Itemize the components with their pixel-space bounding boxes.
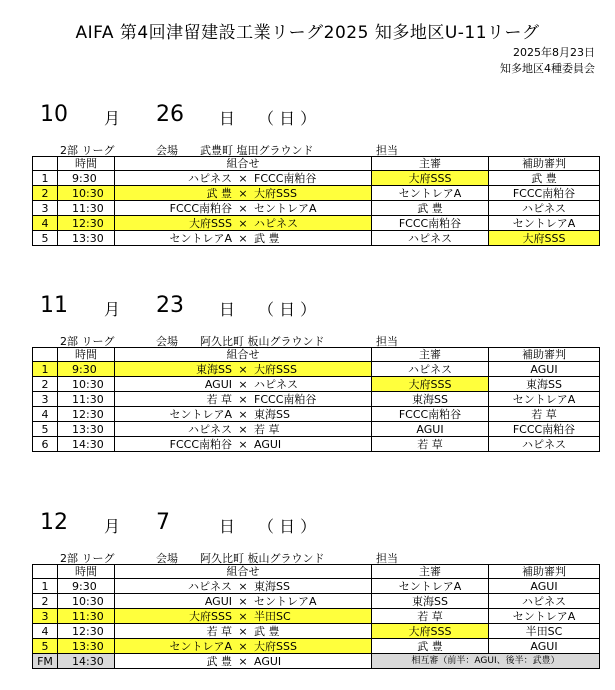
assistant-team: AGUI [489,639,600,654]
away-team: セントレアA [254,201,317,215]
match-time: 10:30 [58,594,115,609]
header-assistant: 補助審判 [489,348,600,362]
home-team: 大府SSS [189,216,232,230]
day-unit: 日 [219,109,236,128]
match-number: 2 [33,377,58,392]
header-time: 時間 [58,565,115,579]
referee-team: 大府SSS [372,377,489,392]
away-team: 半田SC [254,609,291,623]
match-number: 1 [33,171,58,186]
assistant-team: 武 豊 [489,171,600,186]
versus-mark: × [238,171,248,185]
header-time: 時間 [58,157,115,171]
header-number [33,157,58,171]
table-row [33,377,600,392]
document-title: AIFA 第4回津留建設工業リーグ2025 知多地区U-11リーグ [75,23,540,43]
match-time: 12:30 [58,624,115,639]
match-number: 4 [33,216,58,231]
match-time: 9:30 [58,362,115,377]
match-pairing [115,231,372,246]
match-pairing [115,437,372,452]
schedule-table [32,156,600,246]
table-row [33,624,600,639]
match-time: 11:30 [58,201,115,216]
match-pairing [115,171,372,186]
referee-team: ハピネス [372,362,489,377]
table-row [33,362,600,377]
away-team: AGUI [254,654,282,668]
match-time: 9:30 [58,579,115,594]
schedule-section [32,510,600,669]
match-time: 11:30 [58,609,115,624]
header-referee: 主審 [372,565,489,579]
weekday: （ 日 ） [258,517,317,536]
assistant-team: 若 草 [489,407,600,422]
versus-mark: × [238,437,248,451]
match-time: 14:30 [58,654,115,669]
day-number: 7 [156,510,170,535]
away-team: FCCC南粕谷 [254,171,317,185]
assistant-team: FCCC南粕谷 [489,186,600,201]
schedule-table [32,564,600,669]
home-team: FCCC南粕谷 [169,437,232,451]
section-date-heading [32,293,600,327]
header-time: 時間 [58,348,115,362]
match-time: 13:30 [58,231,115,246]
section-date-heading [32,102,600,136]
match-time: 10:30 [58,377,115,392]
versus-mark: × [238,362,248,376]
versus-mark: × [238,231,248,245]
table-row [33,437,600,452]
table-row [33,392,600,407]
schedule-section [32,102,600,246]
assistant-team: AGUI [489,579,600,594]
table-row [33,216,600,231]
versus-mark: × [238,609,248,623]
match-number: 5 [33,422,58,437]
referee-team: 若 草 [372,609,489,624]
home-team: 武 豊 [206,186,232,200]
match-pairing [115,407,372,422]
home-team: セントレアA [169,231,232,245]
assistant-team: AGUI [489,362,600,377]
home-team: 東海SS [196,362,232,376]
match-time: 13:30 [58,422,115,437]
home-team: ハピネス [188,579,232,593]
versus-mark: × [238,654,248,668]
referee-team: FCCC南粕谷 [372,407,489,422]
match-pairing [115,392,372,407]
match-pairing [115,594,372,609]
assistant-team: ハピネス [489,201,600,216]
match-pairing [115,377,372,392]
home-team: 若 草 [206,392,232,406]
month-number: 11 [40,293,68,318]
header-assistant: 補助審判 [489,565,600,579]
match-time: 12:30 [58,407,115,422]
match-number: 1 [33,362,58,377]
day-number: 23 [156,293,184,318]
month-unit: 月 [104,109,121,128]
match-number: 2 [33,594,58,609]
staff-label: 担当 [376,552,398,565]
section-date-heading [32,510,600,544]
match-time: 12:30 [58,216,115,231]
away-team: FCCC南粕谷 [254,392,317,406]
assistant-team: 東海SS [489,377,600,392]
table-header-row [33,157,600,171]
match-number: 5 [33,231,58,246]
match-pairing [115,186,372,201]
away-team: 若 草 [254,422,280,436]
home-team: 大府SSS [189,609,232,623]
venue-label: 会場 [156,335,178,348]
venue-label: 会場 [156,144,178,157]
table-row [33,422,600,437]
weekday: （ 日 ） [258,109,317,128]
venue-name: 武豊町 塩田グラウンド [200,144,314,157]
versus-mark: × [238,216,248,230]
match-pairing [115,362,372,377]
header-assistant: 補助審判 [489,157,600,171]
header-number [33,565,58,579]
staff-label: 担当 [376,144,398,157]
match-number: 5 [33,639,58,654]
away-team: 東海SS [254,579,290,593]
table-header-row [33,565,600,579]
table-row [33,639,600,654]
venue-name: 阿久比町 板山グラウンド [200,335,325,348]
match-number: 4 [33,407,58,422]
home-team: 武 豊 [206,654,232,668]
referee-team: 大府SSS [372,171,489,186]
table-row [33,407,600,422]
referee-team: FCCC南粕谷 [372,216,489,231]
assistant-team: ハピネス [489,594,600,609]
home-team: ハピネス [188,422,232,436]
referee-team: セントレアA [372,579,489,594]
match-number: 1 [33,579,58,594]
match-time: 14:30 [58,437,115,452]
match-number: FM [33,654,58,669]
away-team: AGUI [254,437,282,451]
staff-label: 担当 [376,335,398,348]
away-team: 武 豊 [254,231,280,245]
day-unit: 日 [219,517,236,536]
away-team: 大府SSS [254,362,297,376]
home-team: AGUI [204,594,232,608]
match-pairing [115,201,372,216]
table-row [33,201,600,216]
versus-mark: × [238,392,248,406]
day-number: 26 [156,102,184,127]
versus-mark: × [238,377,248,391]
month-number: 12 [40,510,68,535]
friendly-match-row [33,654,600,669]
away-team: 武 豊 [254,624,280,638]
home-team: 若 草 [206,624,232,638]
section-info-line [32,550,600,564]
venue-name: 阿久比町 板山グラウンド [200,552,325,565]
assistant-team: 半田SC [489,624,600,639]
assistant-team: セントレアA [489,216,600,231]
away-team: 大府SSS [254,186,297,200]
match-pairing [115,579,372,594]
match-pairing [115,654,372,669]
match-pairing [115,216,372,231]
versus-mark: × [238,186,248,200]
match-number: 3 [33,392,58,407]
match-number: 3 [33,609,58,624]
match-time: 9:30 [58,171,115,186]
versus-mark: × [238,579,248,593]
table-row [33,594,600,609]
match-number: 6 [33,437,58,452]
document-date: 2025年8月23日 [513,46,595,59]
referee-team: 東海SS [372,392,489,407]
match-pairing [115,422,372,437]
header-match: 組合せ [115,565,372,579]
versus-mark: × [238,624,248,638]
match-number: 2 [33,186,58,201]
table-row [33,171,600,186]
table-row [33,609,600,624]
header-number [33,348,58,362]
league-label: 2部 リーグ [60,335,115,348]
weekday: （ 日 ） [258,300,317,319]
referee-team: セントレアA [372,186,489,201]
assistant-team: 大府SSS [489,231,600,246]
day-unit: 日 [219,300,236,319]
document-organizer: 知多地区4種委員会 [500,62,595,75]
versus-mark: × [238,201,248,215]
section-info-line [32,142,600,156]
table-header-row [33,348,600,362]
match-time: 13:30 [58,639,115,654]
referee-team: 大府SSS [372,624,489,639]
home-team: セントレアA [169,407,232,421]
home-team: セントレアA [169,639,232,653]
match-number: 3 [33,201,58,216]
section-info-line [32,333,600,347]
schedule-section [32,293,600,452]
referee-team: 東海SS [372,594,489,609]
match-pairing [115,624,372,639]
month-unit: 月 [104,300,121,319]
match-pairing [115,609,372,624]
league-label: 2部 リーグ [60,552,115,565]
versus-mark: × [238,639,248,653]
header-match: 組合せ [115,348,372,362]
league-label: 2部 リーグ [60,144,115,157]
away-team: ハピネス [254,377,298,391]
header-referee: 主審 [372,348,489,362]
venue-label: 会場 [156,552,178,565]
assistant-team: セントレアA [489,392,600,407]
month-number: 10 [40,102,68,127]
header-match: 組合せ [115,157,372,171]
away-team: 大府SSS [254,639,297,653]
match-time: 10:30 [58,186,115,201]
match-number: 4 [33,624,58,639]
home-team: FCCC南粕谷 [169,201,232,215]
referee-team: 若 草 [372,437,489,452]
month-unit: 月 [104,517,121,536]
assistant-team: FCCC南粕谷 [489,422,600,437]
away-team: 東海SS [254,407,290,421]
away-team: ハピネス [254,216,298,230]
schedule-table [32,347,600,452]
home-team: AGUI [204,377,232,391]
referee-note: 相互審（前半：AGUI、後半：武豊） [372,654,600,669]
versus-mark: × [238,422,248,436]
away-team: セントレアA [254,594,317,608]
assistant-team: セントレアA [489,609,600,624]
referee-team: 武 豊 [372,639,489,654]
table-row [33,579,600,594]
home-team: ハピネス [188,171,232,185]
match-time: 11:30 [58,392,115,407]
referee-team: 武 豊 [372,201,489,216]
header-referee: 主審 [372,157,489,171]
referee-team: AGUI [372,422,489,437]
referee-team: ハピネス [372,231,489,246]
table-row [33,231,600,246]
assistant-team: ハピネス [489,437,600,452]
versus-mark: × [238,407,248,421]
versus-mark: × [238,594,248,608]
match-pairing [115,639,372,654]
table-row [33,186,600,201]
